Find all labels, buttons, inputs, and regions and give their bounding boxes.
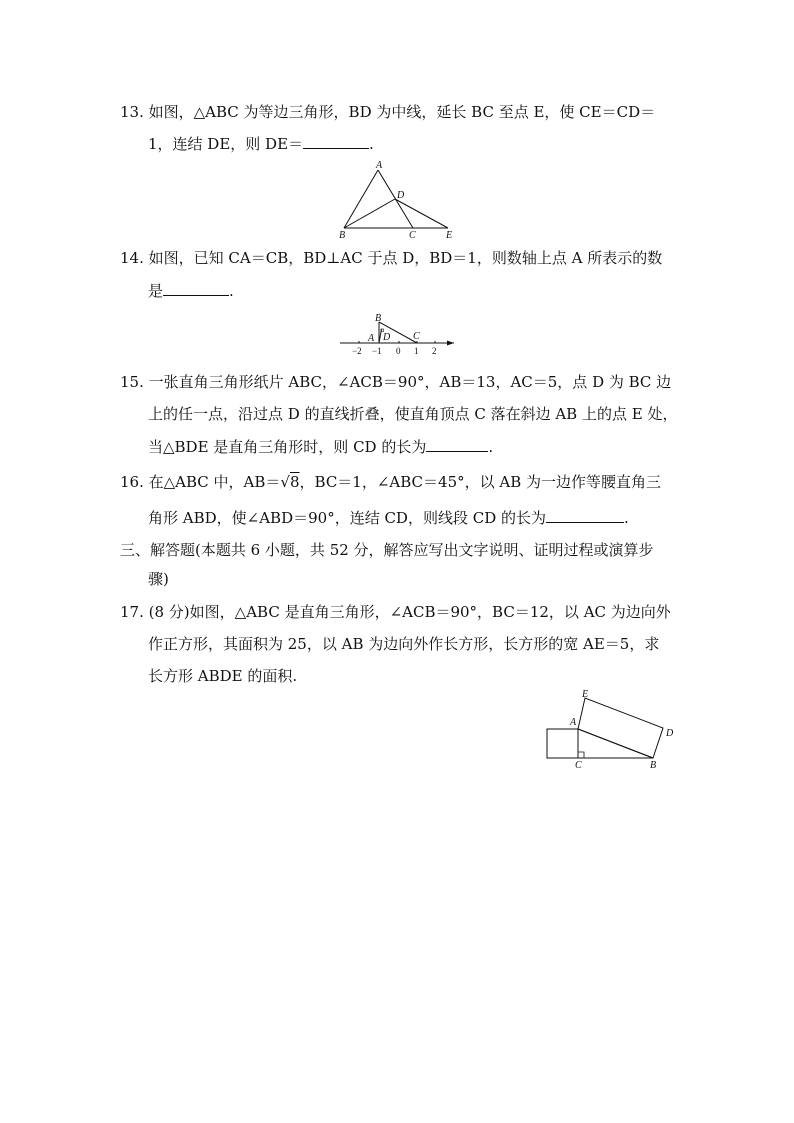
q17-label-e: E (582, 689, 589, 700)
q15-line-2 (148, 404, 677, 424)
section3-heading: 三、解答题(本题共 6 小题，共 52 分，解答应写出文字说明、证明过程或演算步 (120, 541, 654, 559)
q15-text-2: 上的任一点，沿过点 D 的直线折叠，使直角顶点 C 落在斜边 AB 上的点 E 处， (148, 405, 678, 423)
q14-tick-minus1: −1 (372, 346, 382, 356)
q17-text-2: 作正方形，其面积为 25，以 AB 为边向外作长方形，长方形的宽 AE＝5，求 (148, 635, 660, 653)
q17-text-3: 长方形 ABDE 的面积. (148, 667, 298, 685)
q14-answer-blank[interactable] (163, 281, 229, 296)
q17-figure (540, 688, 680, 770)
q14-tick-2: 2 (432, 346, 437, 356)
q14-tick-1: 1 (414, 346, 419, 356)
q14-line-1 (120, 248, 662, 268)
q13-text-2: 1，连结 DE，则 DE＝ (148, 135, 304, 153)
q14-tick-minus2: −2 (352, 346, 362, 356)
q14-label-d: D (383, 332, 391, 343)
q14-text-2: 是 (148, 282, 164, 300)
q17-label-a: A (570, 717, 577, 728)
q16-text-1a: 在△ABC 中，AB＝ (148, 473, 281, 491)
q16-answer-blank[interactable] (546, 508, 624, 523)
q17-label-c: C (575, 760, 582, 771)
q14-label-c: C (413, 331, 420, 342)
q13-answer-blank[interactable] (303, 134, 369, 149)
q14-line-2 (148, 281, 234, 301)
q17-line-3 (148, 666, 297, 686)
q15-line-3 (148, 437, 493, 457)
q14-blank-end: . (229, 282, 234, 300)
q17-number: 17. (120, 603, 144, 621)
q16-text-2: 角形 ABD，使∠ABD＝90°，连结 CD，则线段 CD 的长为 (148, 509, 546, 527)
q15-line-1 (120, 372, 671, 392)
q13-figure (330, 160, 460, 240)
q13-text-1: 如图，△ABC 为等边三角形，BD 为中线，延长 BC 至点 E，使 CE＝CD＝ (148, 103, 656, 121)
q15-text-1: 一张直角三角形纸片 ABC，∠ACB＝90°，AB＝13，AC＝5，点 D 为 BC 边 (148, 373, 672, 391)
q15-number: 15. (120, 373, 144, 391)
q17-label-d: D (666, 728, 674, 739)
q14-tick-0: 0 (396, 346, 401, 356)
section3-heading-line-1 (120, 540, 654, 560)
q17-label-b: B (650, 760, 657, 771)
q15-blank-end: . (488, 438, 494, 456)
q13-label-d: D (397, 190, 405, 201)
q14-number: 14. (120, 249, 144, 267)
q15-answer-blank[interactable] (426, 437, 488, 452)
q14-figure (338, 312, 458, 358)
q16-blank-end: . (624, 509, 629, 527)
q14-text-1: 如图，已知 CA＝CB，BD⊥AC 于点 D，BD＝1，则数轴上点 A 所表示的数 (148, 249, 663, 267)
q17-text-1: (8 分)如图，△ABC 是直角三角形，∠ACB＝90°，BC＝12，以 AC 为边向外 (148, 603, 671, 621)
q15-text-3: 当△BDE 是直角三角形时，则 CD 的长为 (148, 438, 427, 456)
q13-label-b: B (339, 230, 346, 241)
q14-label-b: B (375, 313, 382, 324)
sqrt-symbol: √ (280, 473, 290, 491)
q13-label-a: A (376, 160, 383, 171)
q13-label-e: E (446, 230, 453, 241)
q14-label-a: A (368, 333, 375, 344)
q16-number: 16. (120, 473, 144, 491)
q17-line-2 (148, 634, 659, 654)
q13-number: 13. (120, 103, 144, 121)
q16-line-2 (148, 508, 629, 528)
q13-label-c: C (409, 230, 416, 241)
q16-text-1b: ，BC＝1，∠ABC＝45°，以 AB 为一边作等腰直角三 (299, 473, 662, 491)
q13-blank-end: . (369, 135, 374, 153)
section3-heading-line-2 (148, 569, 169, 589)
q17-line-1 (120, 602, 671, 622)
q13-line-2 (148, 134, 374, 154)
q16-line-1 (120, 472, 661, 492)
sqrt-radicand: 8 (289, 473, 300, 491)
q13-line-1 (120, 102, 655, 122)
section3-heading-cont: 骤) (148, 570, 169, 588)
